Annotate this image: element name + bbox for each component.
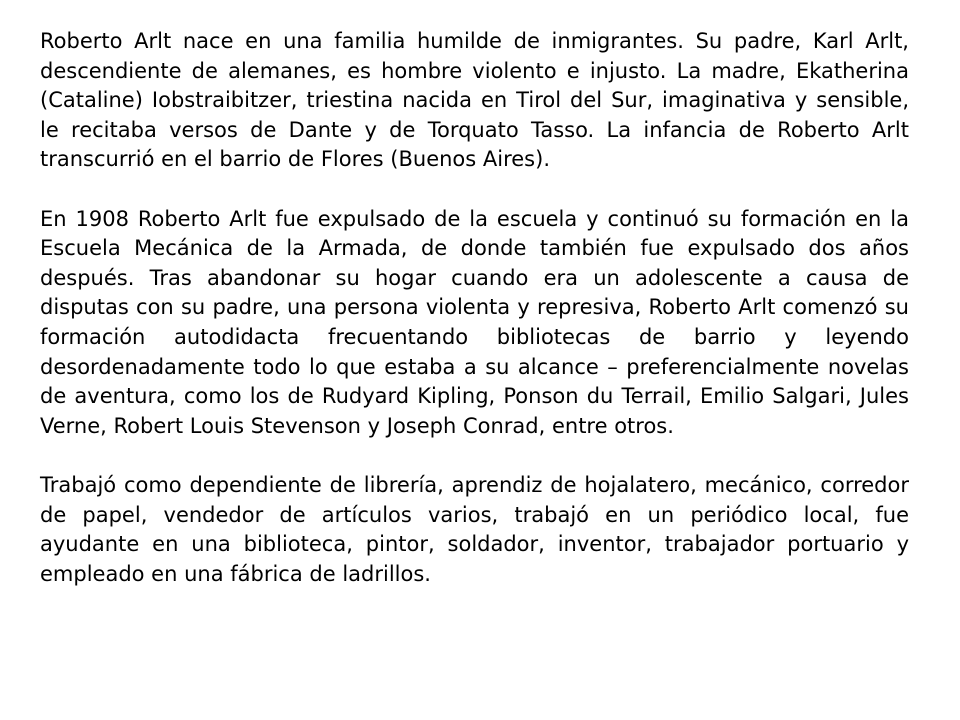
paragraph-jobs: Trabajó como dependiente de librería, aprendiz de hojalatero, mecánico, corredor de papel, vendedor de artículos varios, trabajó en un periódico local, fue ayudante en una biblioteca, pintor, soldador, inventor, trabajador portuario y empleado en una fábrica de ladrillos.	[40, 472, 909, 586]
slide-text-body	[40, 27, 909, 619]
paragraph-family-origins: Roberto Arlt nace en una familia humilde de inmigrantes. Su padre, Karl Arlt, descendiente de alemanes, es hombre violento e injusto. La madre, Ekatherina (Cataline) Iobstraibitzer, triestina nacida en Tirol del Sur, imaginativa y sensible, le recitaba versos de Dante y de Torquato Tasso. La infancia de Roberto Arlt transcurrió en el barrio de Flores (Buenos Aires).	[40, 29, 909, 172]
paragraph-education: En 1908 Roberto Arlt fue expulsado de la escuela y continuó su formación en la Escuela Mecánica de la Armada, de donde también fue expulsado dos años después. Tras abandonar su hogar cuando era un adolescente a causa de disputas con su padre, una persona violenta y represiva, Roberto Arlt comenzó su formación autodidacta frecuentando bibliotecas de barrio y leyendo desordenadamente todo lo que estaba a su alcance – preferencialmente novelas de aventura, como los de Rudyard Kipling, Ponson du Terrail, Emilio Salgari, Jules Verne, Robert Louis Stevenson y Joseph Conrad, entre otros.	[40, 206, 909, 438]
